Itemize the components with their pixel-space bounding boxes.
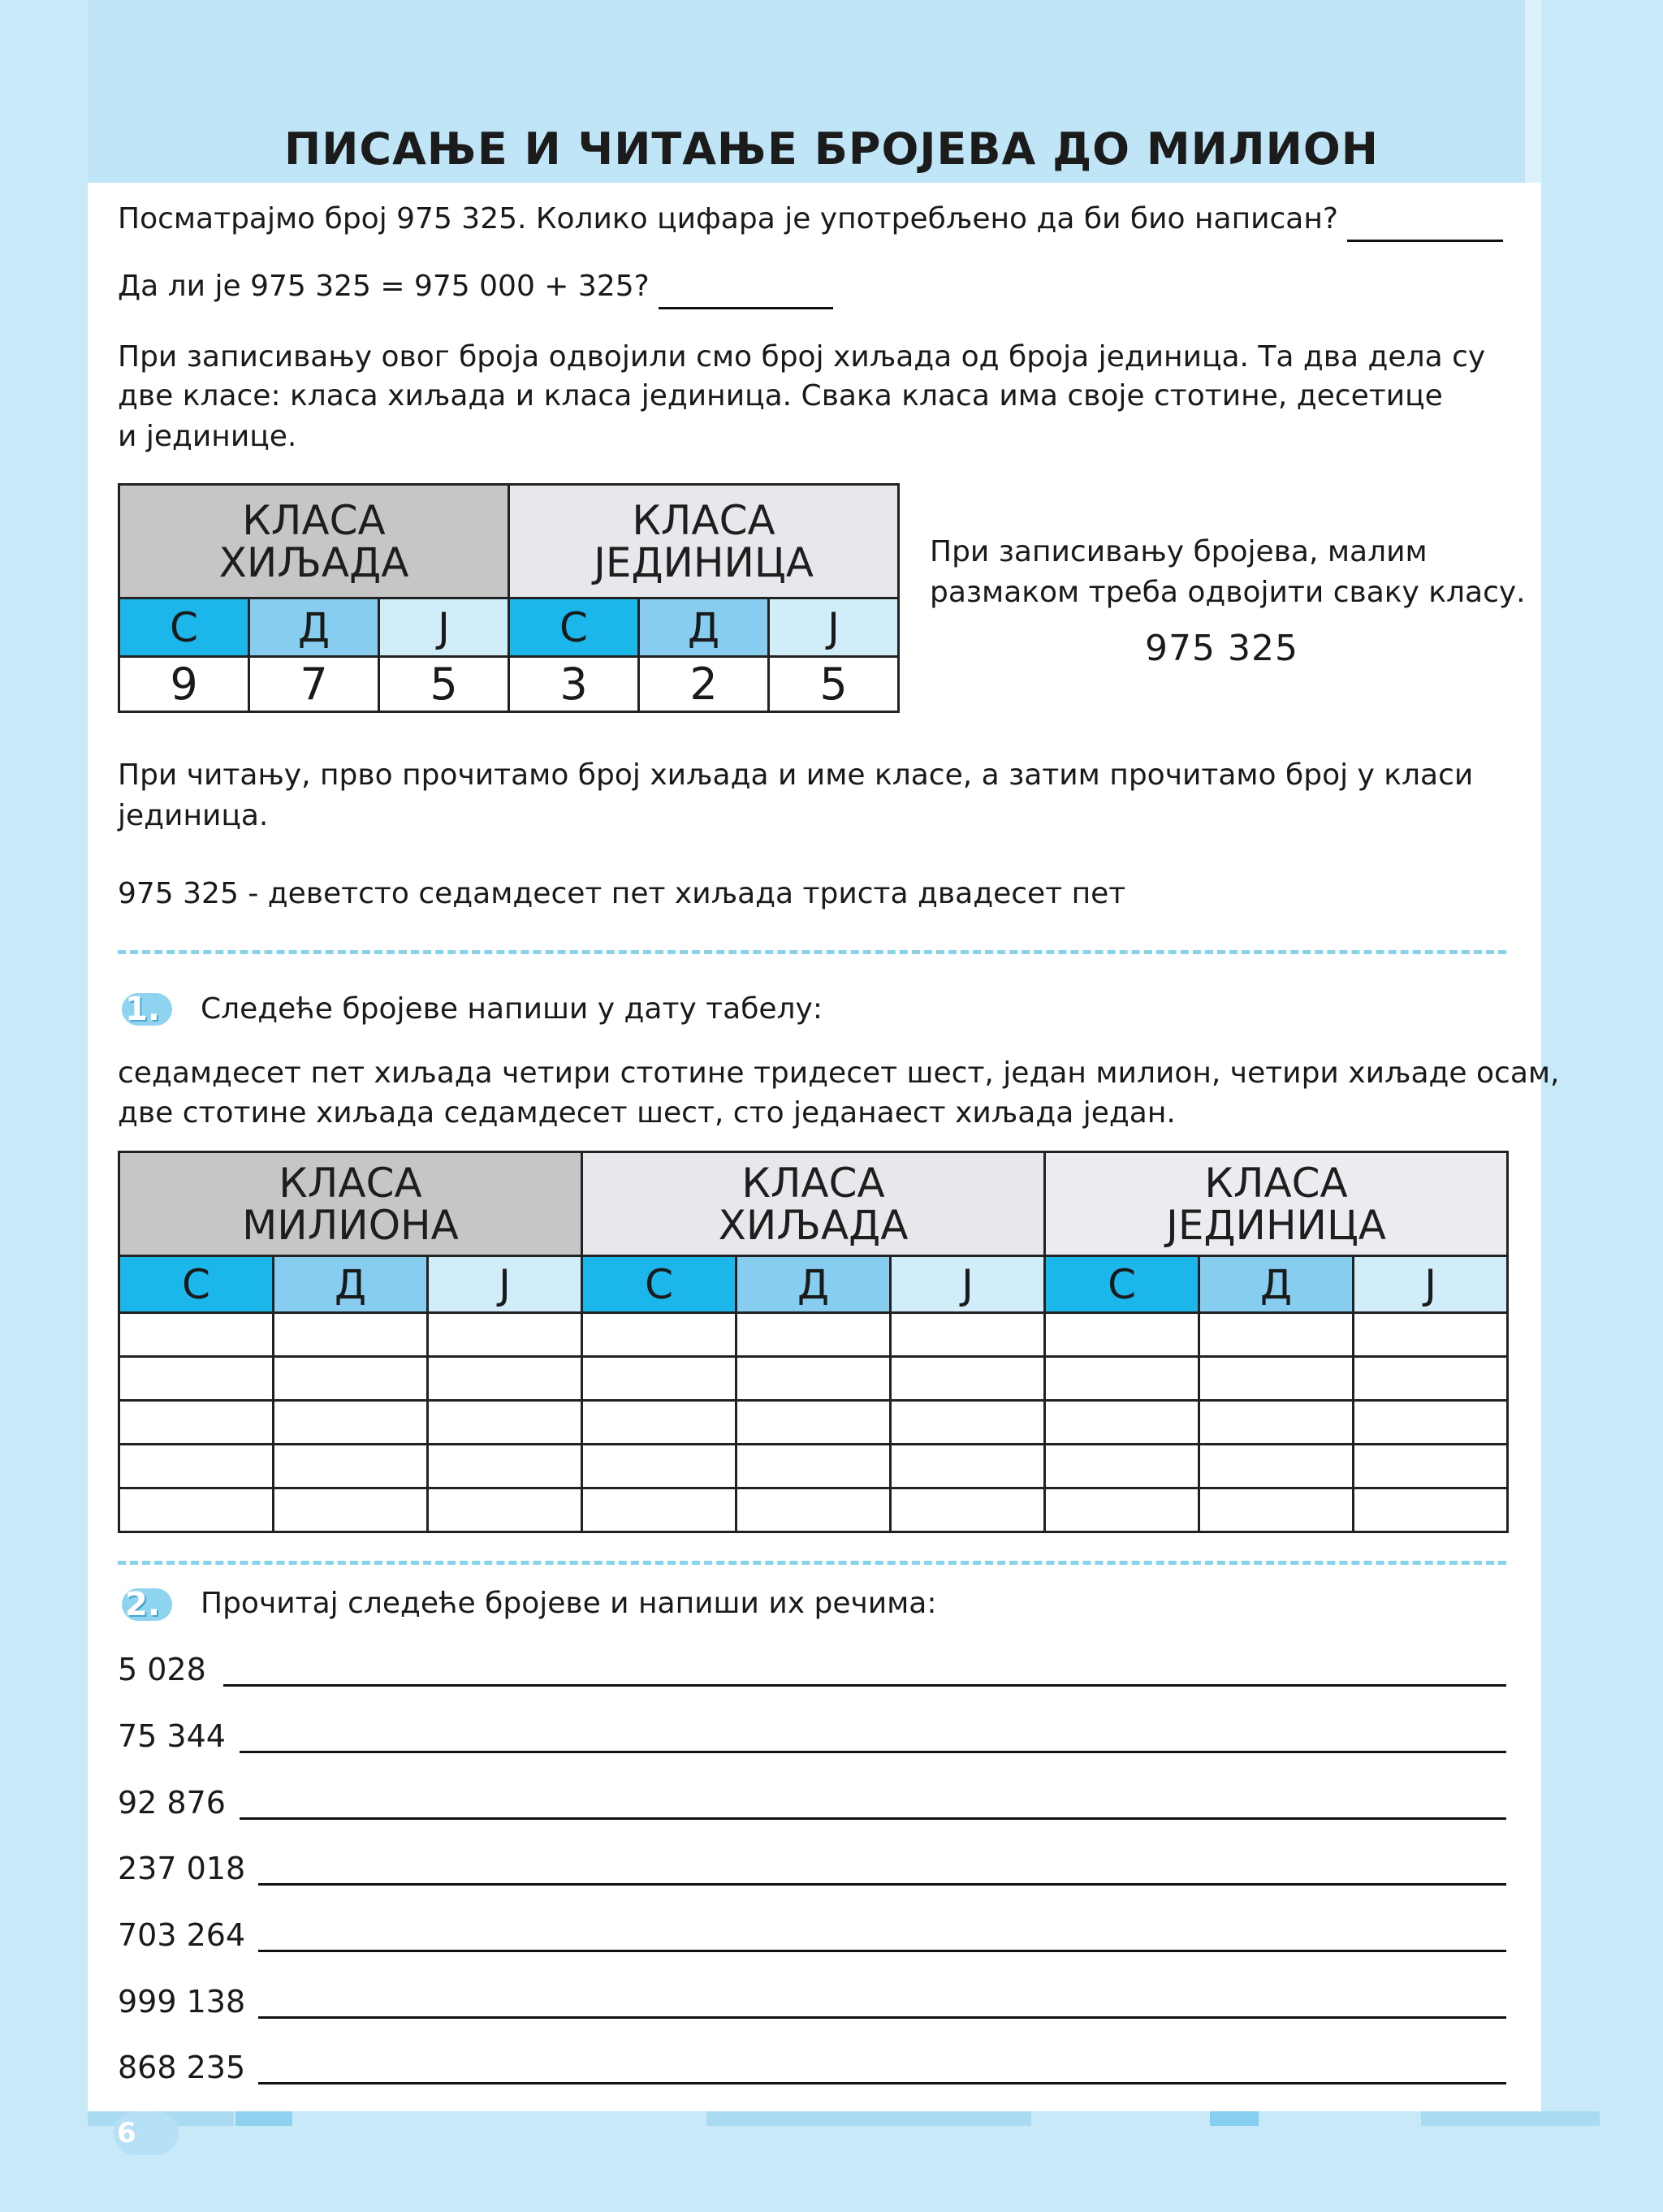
exercise-cell[interactable] [1354,1313,1508,1357]
exercise-cell[interactable] [891,1488,1045,1532]
exercise-cell[interactable] [1045,1313,1199,1357]
exercise-row [119,1445,1508,1488]
answer-line-1[interactable] [223,1684,1506,1687]
class-millions-header [119,1152,582,1256]
number-to-write-7: 868 235 [118,2050,246,2085]
task-2-instruction: Прочитај следеће бројеве и напиши их речима: [201,1587,937,1620]
exercise-cell[interactable] [736,1357,891,1401]
class-millions-label-2: МИЛИОНА [242,1201,459,1249]
task-1-text-line-2: две стотине хиљада седамдесет шест, сто једанаест хиљада један. [118,1096,1176,1130]
exercise-cell[interactable] [582,1313,736,1357]
intro-para-line-2: две класе: класа хиљада и класа јединица. Свака класа има своје стотине, десетице [118,379,1443,413]
sub-header-units: Ј [1354,1256,1508,1313]
exercise-cell[interactable] [891,1445,1045,1488]
content-area [88,183,1541,2111]
task-1-text-line-1: седамдесет пет хиљада четири стотине тридесет шест, један милион, четири хиљаде осам, [118,1056,1560,1090]
footer-strip [235,2111,292,2126]
answer-line-2[interactable] [240,1751,1506,1753]
exercise-cell[interactable] [1045,1488,1199,1532]
section-divider [118,1561,1506,1565]
exercise-cell[interactable] [1199,1445,1354,1488]
footer-strip [1210,2111,1259,2126]
exercise-cell[interactable] [119,1357,274,1401]
class-millions-label-1: КЛАСА [279,1159,422,1207]
digit-cell: 3 [509,657,639,712]
intro-question-2-text: Да ли је 975 325 = 975 000 + 325? [118,270,650,303]
sub-header-tens: Д [1199,1256,1354,1313]
exercise-cell[interactable] [1199,1488,1354,1532]
exercise-cell[interactable] [274,1313,428,1357]
sub-header-hundreds: С [509,598,639,657]
answer-line-4[interactable] [258,1883,1506,1886]
answer-line-7[interactable] [258,2082,1506,2085]
place-value-table-exercise [118,1151,1509,1533]
note-line-2: размаком треба одвојити сваку класу. [930,576,1526,609]
exercise-cell[interactable] [582,1488,736,1532]
class-units-label-2: ЈЕДИНИЦА [1166,1201,1386,1249]
page-number: 6 [114,2111,179,2155]
note-line-1: При записивању бројева, малим [930,535,1428,568]
class-thousands-label-2: ХИЉАДА [218,538,409,586]
class-thousands-label-1: КЛАСА [741,1159,885,1207]
intro-question-2 [118,266,833,309]
class-units-header [509,485,899,598]
right-band [1541,0,1663,2212]
sub-header-units: Ј [891,1256,1045,1313]
sub-header-units: Ј [428,1256,582,1313]
exercise-cell[interactable] [582,1357,736,1401]
exercise-cell[interactable] [1354,1445,1508,1488]
sub-header-hundreds: С [582,1256,736,1313]
exercise-cell[interactable] [736,1488,891,1532]
exercise-cell[interactable] [274,1445,428,1488]
place-value-table-example [118,483,900,713]
answer-line-5[interactable] [258,1950,1506,1952]
sub-header-tens: Д [639,598,769,657]
class-thousands-header [582,1152,1045,1256]
exercise-cell[interactable] [428,1357,582,1401]
exercise-cell[interactable] [736,1313,891,1357]
exercise-row [119,1357,1508,1401]
intro-question-1-text: Посматрајмо број 975 325. Колико цифара је употребљено да би био написан? [118,202,1338,235]
reading-line-1: При читању, прво прочитамо број хиљада и име класе, а затим прочитамо број у класи [118,758,1474,792]
reading-line-2: јединица. [118,799,269,832]
footer-strip [706,2111,1031,2126]
exercise-cell[interactable] [891,1401,1045,1445]
digit-cell: 7 [249,657,379,712]
task-1-instruction: Следеће бројеве напиши у дату табелу: [201,992,823,1026]
exercise-cell[interactable] [1199,1313,1354,1357]
digit-cell: 2 [639,657,769,712]
reading-example: 975 325 - деветсто седамдесет пет хиљада триста двадесет пет [118,877,1126,910]
exercise-cell[interactable] [274,1357,428,1401]
number-to-write-6: 999 138 [118,1984,246,2020]
class-units-label-2: ЈЕДИНИЦА [594,538,814,586]
sub-header-units: Ј [769,598,899,657]
number-to-write-4: 237 018 [118,1851,246,1886]
digit-cell: 5 [379,657,509,712]
exercise-row [119,1488,1508,1532]
number-to-write-5: 703 264 [118,1917,246,1953]
sub-header-hundreds: С [1045,1256,1199,1313]
exercise-cell[interactable] [119,1313,274,1357]
exercise-cell[interactable] [582,1401,736,1445]
sub-header-hundreds: С [119,598,249,657]
exercise-table-body [119,1313,1508,1532]
class-units-label-1: КЛАСА [1204,1159,1348,1207]
exercise-cell[interactable] [1045,1401,1199,1445]
exercise-cell[interactable] [1354,1357,1508,1401]
exercise-cell[interactable] [274,1488,428,1532]
section-divider [118,950,1506,954]
sub-header-tens: Д [274,1256,428,1313]
number-to-write-2: 75 344 [118,1718,226,1754]
exercise-cell[interactable] [428,1313,582,1357]
intro-para-line-1: При записивању овог броја одвојили смо број хиљада од броја јединица. Та два дела су [118,340,1486,374]
answer-blank-1[interactable] [1347,199,1503,242]
intro-question-1 [118,199,1503,242]
exercise-cell[interactable] [428,1445,582,1488]
exercise-cell[interactable] [119,1445,274,1488]
number-to-write-3: 92 876 [118,1785,226,1821]
exercise-cell[interactable] [428,1488,582,1532]
digit-cell: 5 [769,657,899,712]
exercise-cell[interactable] [1045,1445,1199,1488]
exercise-cell[interactable] [1354,1401,1508,1445]
left-band [0,0,88,2212]
class-units-header [1045,1152,1508,1256]
exercise-cell[interactable] [1045,1357,1199,1401]
exercise-cell[interactable] [582,1445,736,1488]
task-1-badge: 1. [122,993,172,1026]
exercise-cell[interactable] [736,1445,891,1488]
exercise-row [119,1401,1508,1445]
class-units-label-1: КЛАСА [632,496,775,544]
sub-header-hundreds: С [119,1256,274,1313]
number-to-write-1: 5 028 [118,1652,206,1687]
task-2-badge: 2. [122,1588,172,1621]
exercise-cell[interactable] [119,1401,274,1445]
answer-blank-2[interactable] [659,266,833,309]
sub-header-units: Ј [379,598,509,657]
exercise-cell[interactable] [1199,1357,1354,1401]
exercise-cell[interactable] [891,1313,1045,1357]
note-example-number: 975 325 [1145,628,1298,669]
exercise-cell[interactable] [891,1357,1045,1401]
answer-line-3[interactable] [240,1817,1506,1820]
exercise-row [119,1313,1508,1357]
footer-strip [1421,2111,1600,2126]
exercise-cell[interactable] [736,1401,891,1445]
class-thousands-label-1: КЛАСА [242,496,386,544]
class-thousands-label-2: ХИЉАДА [718,1201,909,1249]
page-title: ПИСАЊЕ И ЧИТАЊЕ БРОЈЕВА ДО МИЛИОН [284,123,1379,175]
exercise-cell[interactable] [274,1401,428,1445]
exercise-cell[interactable] [1354,1488,1508,1532]
intro-para-line-3: и јединице. [118,420,297,453]
sub-header-tens: Д [249,598,379,657]
digit-cell: 9 [119,657,249,712]
sub-header-tens: Д [736,1256,891,1313]
exercise-cell[interactable] [1199,1401,1354,1445]
bottom-band [0,2111,1663,2212]
exercise-cell[interactable] [119,1488,274,1532]
answer-line-6[interactable] [258,2016,1506,2019]
class-thousands-header [119,485,509,598]
exercise-cell[interactable] [428,1401,582,1445]
